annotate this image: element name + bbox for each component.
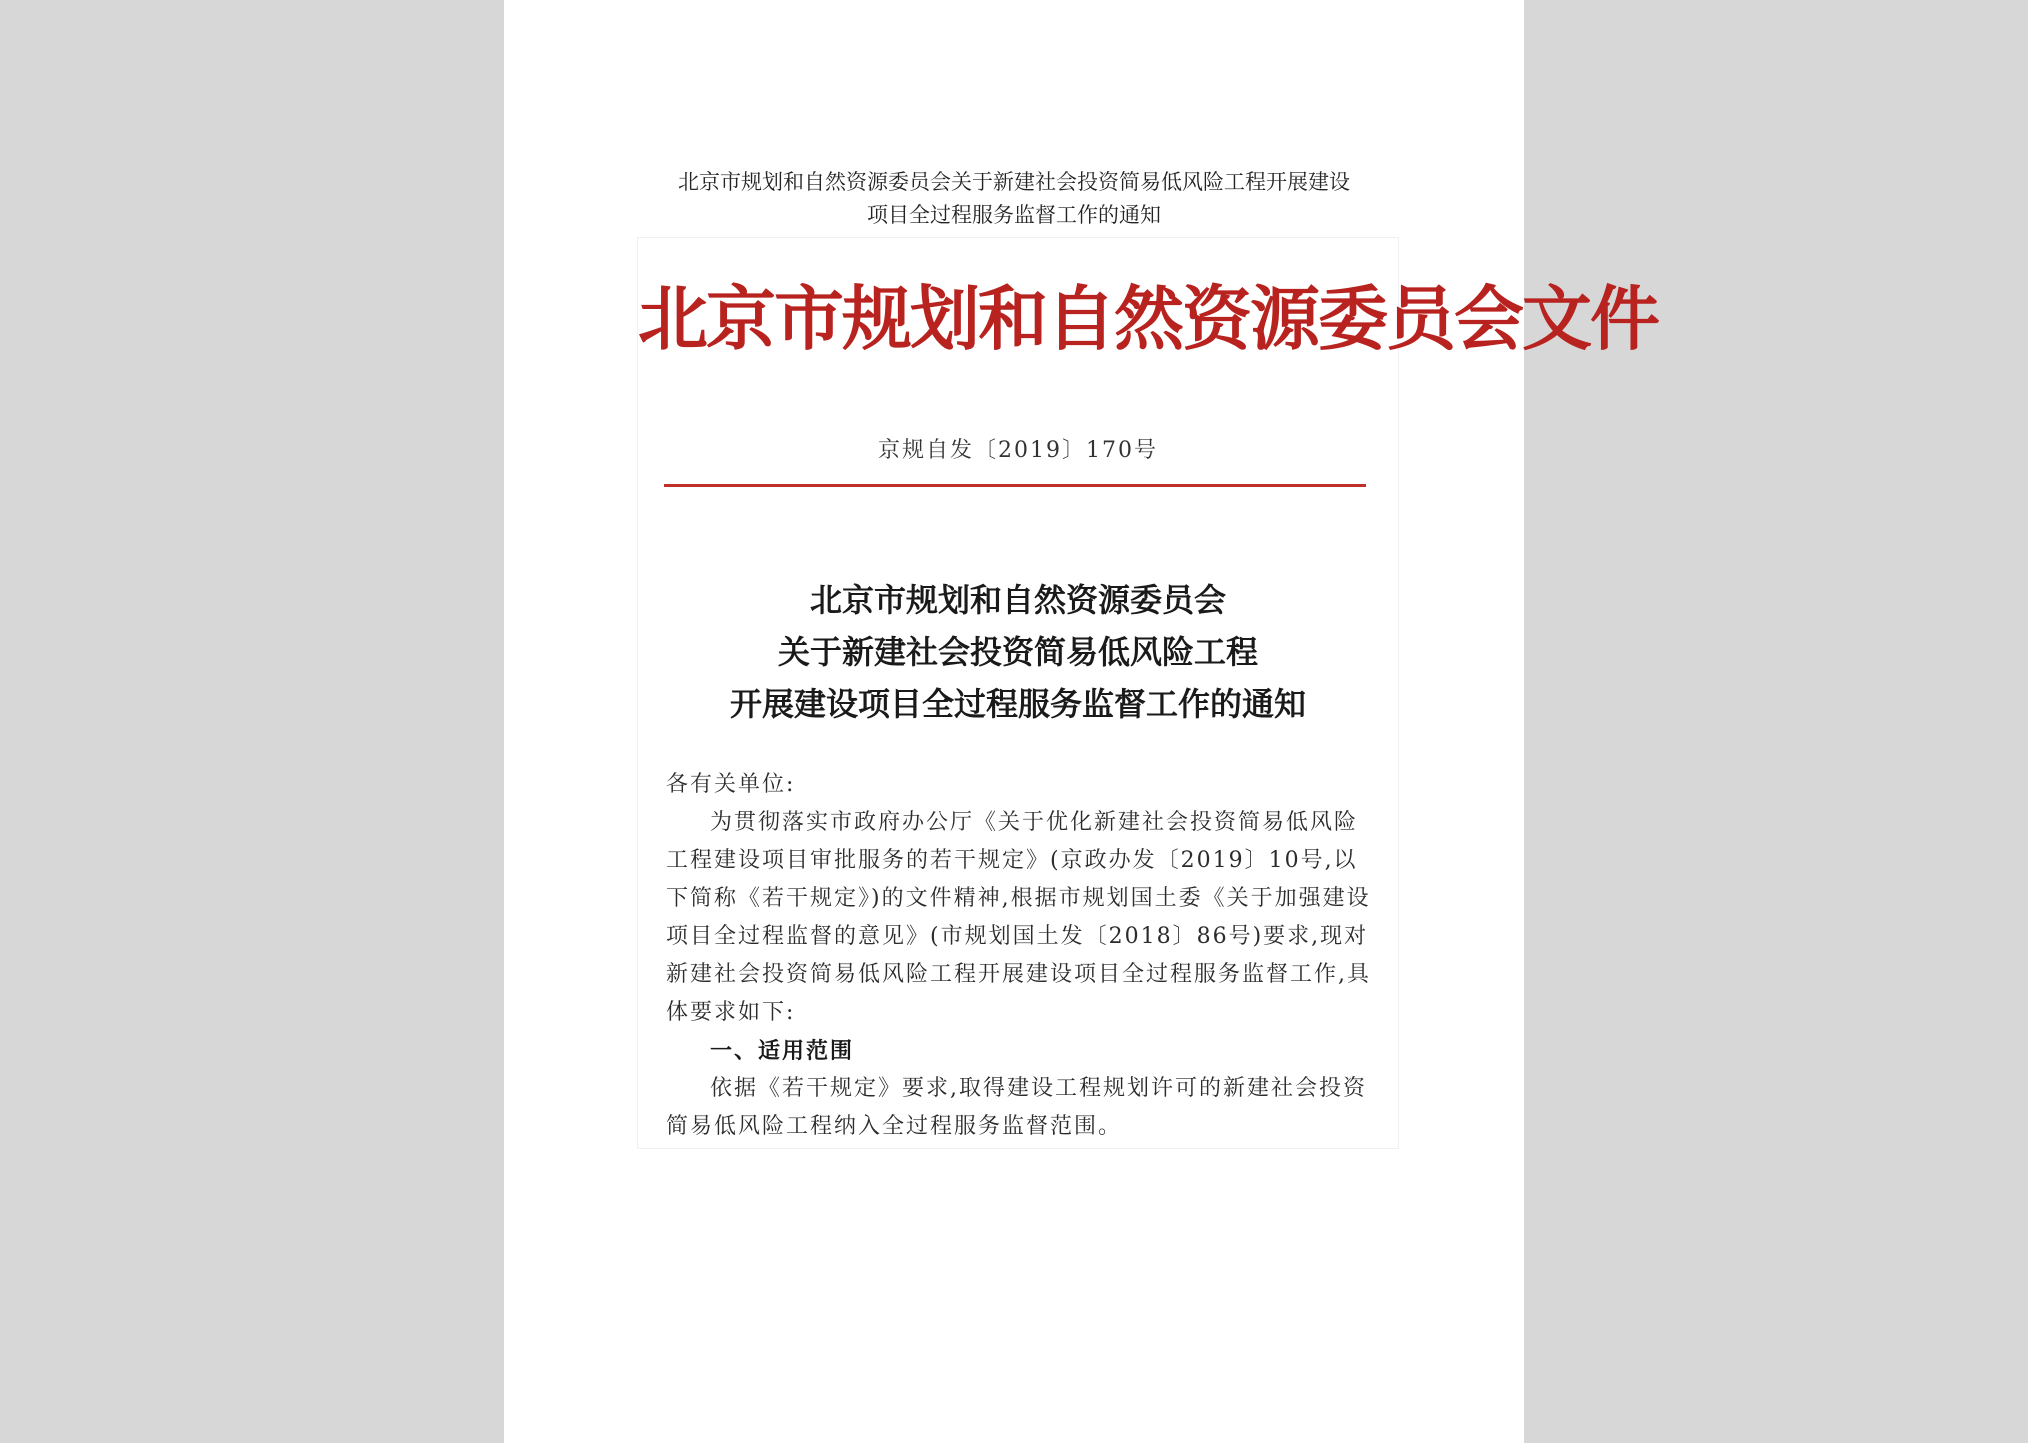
red-divider bbox=[664, 484, 1366, 487]
caption-line-1: 北京市规划和自然资源委员会关于新建社会投资简易低风险工程开展建设 bbox=[678, 170, 1350, 194]
paragraph-1: 为贯彻落实市政府办公厅《关于优化新建社会投资简易低风险工程建设项目审批服务的若干规定》(京政办发〔2019〕10号,以下简称《若干规定》)的文件精神,根据市规划国土委《关于加强建设项目全过程监督的意见》(市规划国土发〔2018〕86号)要求,现对新建社会投资简易低风险工程开展建设项目全过程服务监督工作,具体要求如下: bbox=[666, 810, 1371, 1025]
paragraph-2: 依据《若干规定》要求,取得建设工程规划许可的新建社会投资简易低风险工程纳入全过程服务监督范围。 bbox=[666, 1076, 1367, 1139]
section-heading-1: 一、适用范围 bbox=[710, 1038, 855, 1064]
notice-body bbox=[666, 766, 1376, 1146]
notice-title-line-1: 北京市规划和自然资源委员会 bbox=[809, 581, 1226, 619]
notice-title-line-3: 开展建设项目全过程服务监督工作的通知 bbox=[729, 685, 1306, 723]
scanned-document bbox=[638, 238, 1658, 1148]
red-letterhead: 北京市规划和自然资源委员会文件 bbox=[638, 277, 1658, 360]
document-caption bbox=[504, 166, 1524, 232]
caption-line-2: 项目全过程服务监督工作的通知 bbox=[867, 203, 1161, 227]
notice-title bbox=[638, 574, 1398, 730]
document-page bbox=[504, 0, 1658, 1443]
salutation: 各有关单位: bbox=[666, 772, 796, 797]
notice-title-line-2: 关于新建社会投资简易低风险工程 bbox=[777, 633, 1258, 671]
document-number: 京规自发〔2019〕170号 bbox=[878, 438, 1158, 463]
